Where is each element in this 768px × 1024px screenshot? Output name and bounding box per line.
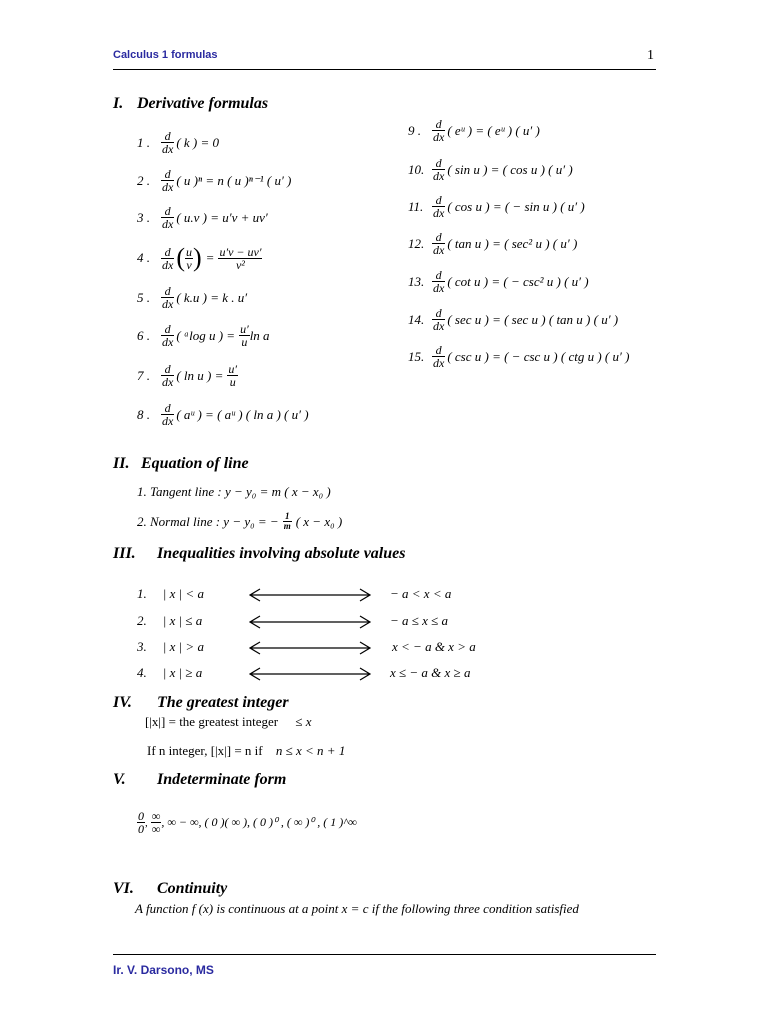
derivative-formula-15: 15. $\frac{d}{dx}$ ( csc u ) = ( − csc u ) ( ctg u ) ( u′ )	[408, 343, 630, 370]
section-title: Inequalities involving absolute values	[157, 545, 406, 562]
normal-line-formula: 2. Normal line : y − y₀ = − $\frac{1}{m}$ ( x − x₀ )	[137, 511, 343, 531]
d-dx: $\frac{d}{dx}$	[162, 167, 174, 194]
greatest-integer-condition: If n integer, [|x|] = n if n ≤ x < n + 1	[147, 743, 346, 758]
d-dx: $\frac{d}{dx}$	[433, 117, 445, 144]
section-4-heading	[113, 694, 289, 712]
derivative-formula-3: 3 . $\frac{d}{dx}$ ( u.v ) = u′v + uv′	[137, 204, 268, 231]
d-dx: $\frac{d}{dx}$	[433, 193, 445, 220]
derivative-formula-5: 5 . $\frac{d}{dx}$ ( k.u ) = k . u′	[137, 284, 248, 311]
section-number: III.	[113, 545, 136, 562]
inequality-rhs-2: − a ≤ x ≤ a	[390, 613, 449, 628]
d-dx: $\frac{d}{dx}$	[162, 129, 174, 156]
section-number: V.	[113, 771, 126, 788]
indeterminate-forms: $\frac{0}{0}$ , $\frac{\infty}{\infty}$ , ∞ − ∞, ( 0 )( ∞ ), ( 0 )⁰ , ( ∞ )⁰ , ( 1 )^∞	[138, 809, 357, 836]
section-number: I.	[113, 95, 124, 112]
header-title: Calculus 1 formulas	[113, 49, 218, 61]
page-number: 1	[647, 48, 654, 63]
d-dx: $\frac{d}{dx}$	[162, 362, 174, 389]
inequality-rhs-1: − a < x < a	[390, 586, 452, 601]
section-2-heading	[113, 455, 249, 473]
derivative-formula-12: 12. $\frac{d}{dx}$ ( tan u ) = ( sec² u ) ( u′ )	[408, 230, 578, 257]
inequality-rhs-4: x ≤ − a & x ≥ a	[390, 665, 471, 680]
greatest-integer-definition: [|x|] = the greatest integer ≤ x	[145, 714, 312, 729]
derivative-formula-4: 4 . $\frac{d}{dx}$ ( $\frac{u}{v}$ ) = $\frac{u'v - uv'}{\text{v²}}$	[137, 243, 262, 272]
section-title: Equation of line	[141, 455, 249, 472]
infinity-over-infinity: $\frac{\infty}{\infty}$	[151, 809, 161, 836]
double-arrow-icon	[248, 667, 372, 681]
u-prime-over-u: $\frac{u'}{u}$	[240, 322, 249, 349]
d-dx: $\frac{d}{dx}$	[162, 401, 174, 428]
derivative-formula-13: 13. $\frac{d}{dx}$ ( cot u ) = ( − csc² u ) ( u′ )	[408, 268, 589, 295]
derivative-formula-7: 7 . $\frac{d}{dx}$ ( ln u ) = $\frac{u'}{u}$	[137, 362, 237, 389]
d-dx: $\frac{d}{dx}$	[433, 306, 445, 333]
derivative-formula-2: 2 . $\frac{d}{dx}$ ( u )ⁿ = n ( u )ⁿ⁻¹ ( u′ )	[137, 167, 292, 194]
section-number: IV.	[113, 694, 132, 711]
derivative-formula-14: 14. $\frac{d}{dx}$ ( sec u ) = ( sec u ) ( tan u ) ( u′ )	[408, 306, 619, 333]
d-dx: $\frac{d}{dx}$	[162, 244, 174, 272]
continuity-text: A function f (x) is continuous at a point x = c if the following three condition satisfied	[135, 901, 579, 916]
derivative-formula-6: 6 . $\frac{d}{dx}$ ( ᵃlog u ) = $\frac{u'}{u}$ ln a	[137, 322, 270, 349]
inequality-row-3: 3. | x | > a	[137, 639, 204, 654]
u-prime-over-u: $\frac{u'}{u}$	[228, 362, 237, 389]
d-dx: $\frac{d}{dx}$	[162, 204, 174, 231]
double-arrow-icon	[248, 641, 372, 655]
double-arrow-icon	[248, 588, 372, 602]
u-over-v: $\frac{u}{v}$	[186, 244, 192, 272]
d-dx: $\frac{d}{dx}$	[433, 268, 445, 295]
section-title: Derivative formulas	[137, 95, 269, 112]
derivative-formula-11: 11. $\frac{d}{dx}$ ( cos u ) = ( − sin u ) ( u′ )	[408, 193, 585, 220]
section-title: Indeterminate form	[157, 771, 287, 788]
d-dx: $\frac{d}{dx}$	[162, 284, 174, 311]
section-number: II.	[113, 455, 130, 472]
d-dx: $\frac{d}{dx}$	[433, 343, 445, 370]
section-title: Continuity	[157, 880, 228, 897]
inequality-row-4: 4. | x | ≥ a	[137, 665, 203, 680]
double-arrow-icon	[248, 615, 372, 629]
d-dx: $\frac{d}{dx}$	[433, 230, 445, 257]
section-number: VI.	[113, 880, 134, 897]
section-3-heading	[113, 545, 405, 563]
derivative-formula-9: 9 . $\frac{d}{dx}$ ( eᵘ ) = ( eᵘ ) ( u′ )	[408, 117, 540, 144]
derivative-formula-8: 8 . $\frac{d}{dx}$ ( aᵘ ) = ( aᵘ ) ( ln a ) ( u′ )	[137, 401, 309, 428]
section-5-heading	[113, 771, 286, 789]
footer-author: Ir. V. Darsono, MS	[113, 963, 214, 977]
inequality-row-2: 2. | x | ≤ a	[137, 613, 203, 628]
derivative-formula-10: 10. $\frac{d}{dx}$ ( sin u ) = ( cos u ) ( u′ )	[408, 156, 573, 183]
section-6-heading	[113, 880, 227, 898]
footer-rule	[113, 954, 656, 955]
quotient-rule-fraction: $\frac{u'v - uv'}{\text{v²}}$	[219, 244, 262, 272]
inequality-rhs-3: x < − a & x > a	[392, 639, 476, 654]
header-rule	[113, 69, 656, 70]
tangent-line-formula: 1. Tangent line : y − y₀ = m ( x − x₀ )	[137, 484, 331, 499]
zero-over-zero: $\frac{0}{0}$	[138, 809, 144, 836]
derivative-formula-1: 1 . $\frac{d}{dx}$ ( k ) = 0	[137, 129, 220, 156]
d-dx: $\frac{d}{dx}$	[433, 156, 445, 183]
inequality-row-1: 1. | x | < a	[137, 586, 204, 601]
section-title: The greatest integer	[157, 694, 289, 711]
section-1-heading	[113, 95, 268, 113]
one-over-m: $\frac{1}{m}$	[283, 511, 291, 531]
d-dx: $\frac{d}{dx}$	[162, 322, 174, 349]
